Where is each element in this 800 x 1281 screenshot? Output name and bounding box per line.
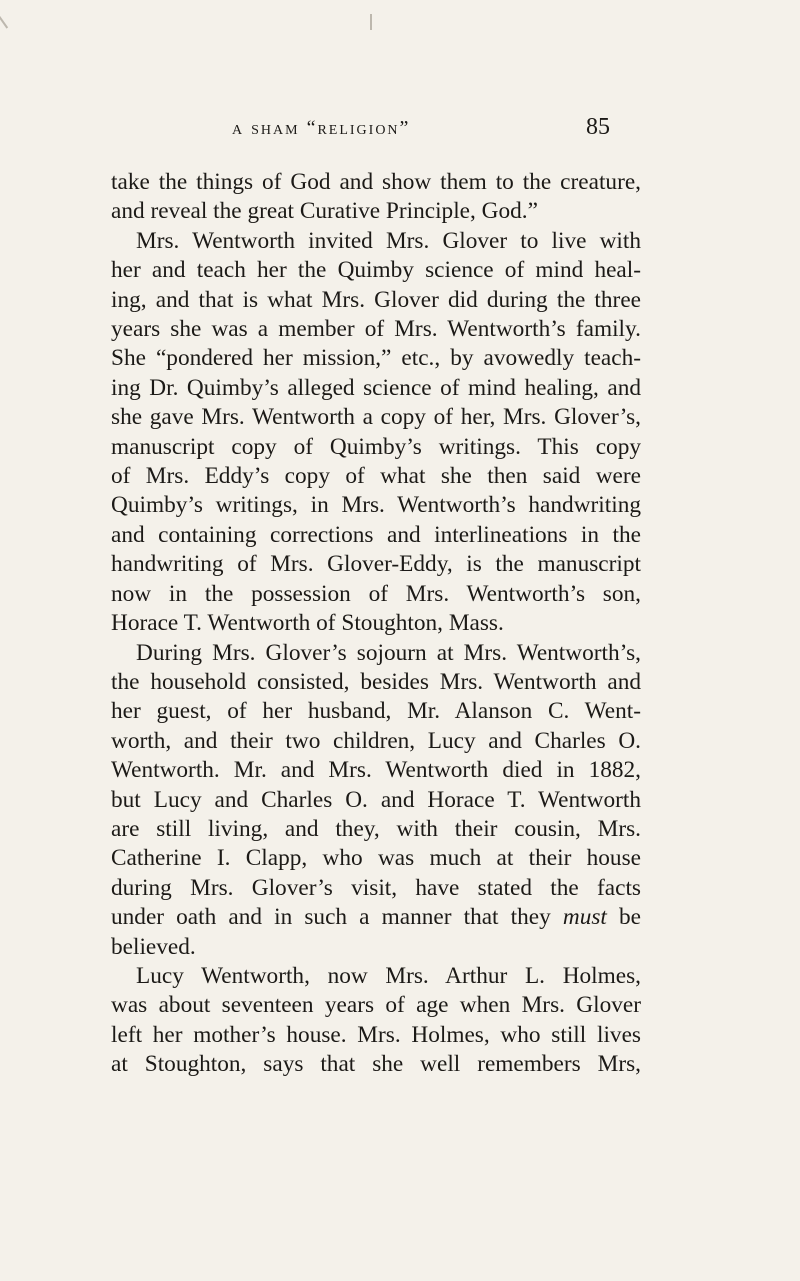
text-line: Wentworth. Mr. and Mrs. Wentworth died in 1882,: [111, 757, 641, 784]
emphasized-word: must: [562, 904, 607, 931]
paragraph: [111, 639, 641, 962]
paragraph: [111, 227, 641, 639]
text-line: manuscript copy of Quimby’s writings. This copy: [111, 433, 641, 460]
body-text: [111, 168, 641, 1080]
running-head: a sham “religion”: [232, 117, 411, 139]
text-line: left her mother’s house. Mrs. Holmes, who still lives: [111, 1021, 641, 1048]
text-line: the household consisted, besides Mrs. Wentworth and: [111, 668, 641, 695]
text-line: ing, and that is what Mrs. Glover did during the three: [111, 286, 641, 313]
text-line: During Mrs. Glover’s sojourn at Mrs. Wentworth’s,: [136, 639, 641, 666]
text-line: during Mrs. Glover’s visit, have stated the facts: [111, 874, 641, 901]
text-line: Lucy Wentworth, now Mrs. Arthur L. Holmes,: [136, 962, 641, 989]
text-line: and containing corrections and interlineations in the: [111, 521, 641, 548]
text-line: and reveal the great Curative Principle, God.”: [111, 198, 538, 225]
page-number: 85: [586, 114, 610, 140]
text-line: she gave Mrs. Wentworth a copy of her, Mrs. Glover’s,: [111, 404, 641, 431]
text-line: Horace T. Wentworth of Stoughton, Mass.: [111, 610, 504, 637]
text-line: are still living, and they, with their cousin, Mrs.: [111, 815, 641, 842]
text-line: years she was a member of Mrs. Wentworth’s family.: [111, 316, 641, 343]
paragraph: [111, 168, 641, 227]
text-line: Quimby’s writings, in Mrs. Wentworth’s handwriting: [111, 492, 641, 519]
paragraph: [111, 962, 641, 1080]
scan-mark: [0, 9, 8, 28]
text-segment: under oath and in such a manner that they: [111, 904, 551, 931]
text-line: take the things of God and show them to the creature,: [111, 169, 641, 195]
text-line: of Mrs. Eddy’s copy of what she then said were: [111, 463, 641, 490]
text-segment: be: [619, 904, 642, 931]
text-line: ing Dr. Quimby’s alleged science of mind healing, and: [111, 374, 641, 401]
text-line: believed.: [111, 933, 196, 960]
text-line: [111, 903, 641, 932]
text-line: worth, and their two children, Lucy and Charles O.: [111, 727, 641, 754]
text-line: now in the possession of Mrs. Wentworth’s son,: [111, 580, 641, 607]
text-line: Catherine I. Clapp, who was much at their house: [111, 845, 641, 872]
text-line: but Lucy and Charles O. and Horace T. Wentworth: [111, 786, 641, 813]
text-line: her guest, of her husband, Mr. Alanson C. Went-: [111, 698, 641, 725]
text-line: She “pondered her mission,” etc., by avowedly teach-: [111, 345, 641, 372]
scan-mark: [370, 14, 372, 30]
text-line: Mrs. Wentworth invited Mrs. Glover to live with: [136, 227, 641, 254]
text-line: handwriting of Mrs. Glover-Eddy, is the manuscript: [111, 551, 641, 578]
text-line: was about seventeen years of age when Mrs. Glover: [111, 992, 641, 1019]
text-line: at Stoughton, says that she well remembers Mrs,: [111, 1051, 641, 1078]
text-line: her and teach her the Quimby science of mind heal-: [111, 257, 641, 284]
